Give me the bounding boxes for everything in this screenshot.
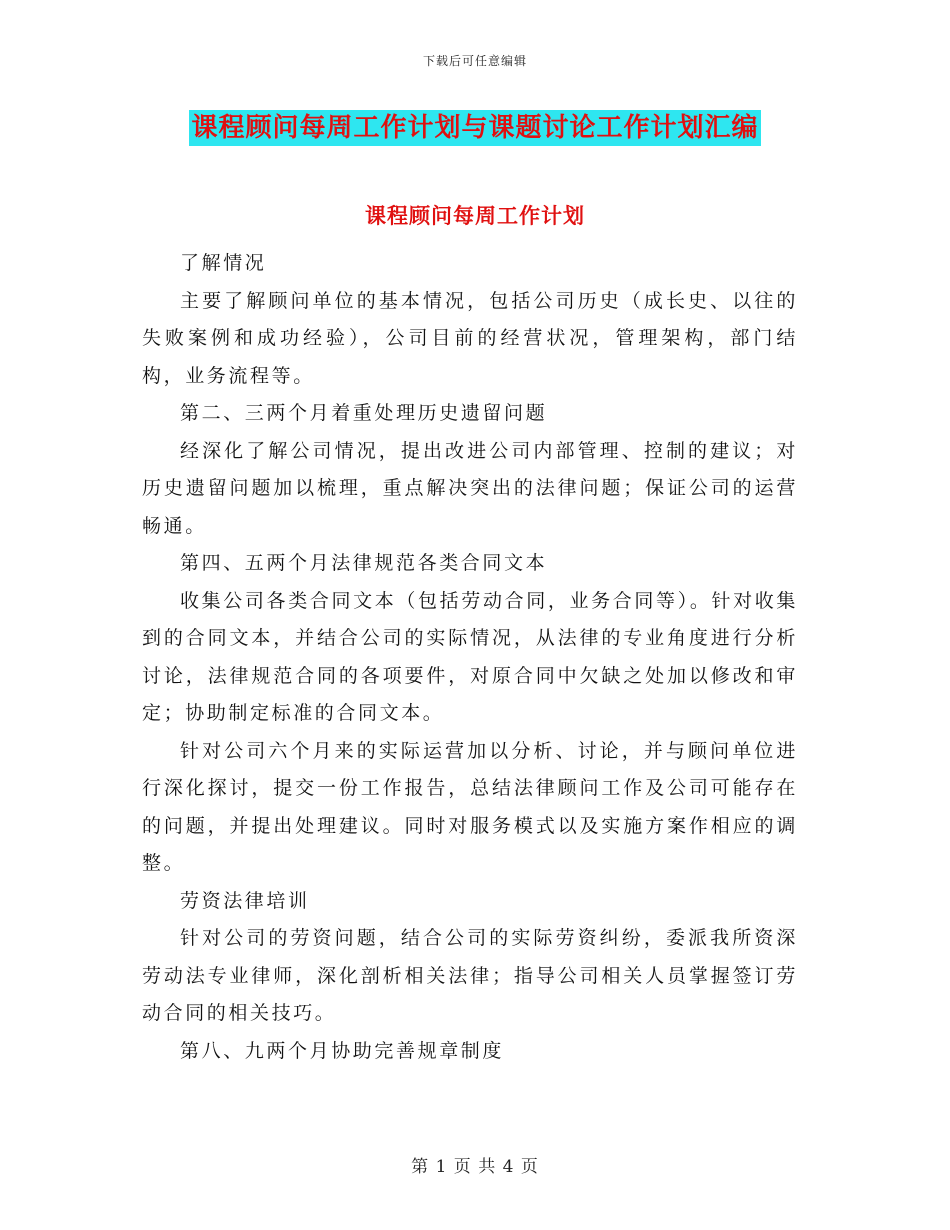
paragraph: 第二、三两个月着重处理历史遗留问题 <box>180 402 548 424</box>
paragraph: 针对公司六个月来的实际运营加以分析、讨论，并与顾问单位进行深化探讨，提交一份工作报告，总结法律顾问工作及公司可能存在的问题，并提出处理建议。同时对服务模式以及实施方案作相应的调整。 <box>142 739 798 874</box>
document-title-text: 课程顾问每周工作计划与课题讨论工作计划汇编 <box>189 110 760 146</box>
document-title <box>0 110 950 146</box>
paragraph: 第八、九两个月协助完善规章制度 <box>180 1039 505 1062</box>
paragraph: 了解情况 <box>180 252 267 274</box>
paragraph: 收集公司各类合同文本（包括劳动合同，业务合同等）。针对收集到的合同文本，并结合公司的实际情况，从法律的专业角度进行分析讨论，法律规范合同的各项要件，对原合同中欠缺之处加以修改和审定；协助制定标准的合同文本。 <box>142 589 798 724</box>
paragraph: 主要了解顾问单位的基本情况，包括公司历史（成长史、以往的失败案例和成功经验），公司目前的经营状况，管理架构，部门结构，业务流程等。 <box>142 289 798 387</box>
paragraph: 劳资法律培训 <box>180 889 310 912</box>
page-header-note: 下载后可任意编辑 <box>422 54 527 68</box>
paragraph: 针对公司的劳资问题，结合公司的实际劳资纠纷，委派我所资深劳动法专业律师，深化剖析相关法律；指导公司相关人员掌握签订劳动合同的相关技巧。 <box>142 927 798 1024</box>
paragraph: 经深化了解公司情况，提出改进公司内部管理、控制的建议；对历史遗留问题加以梳理，重点解决突出的法律问题；保证公司的运营畅通。 <box>142 439 798 537</box>
paragraph: 第四、五两个月法律规范各类合同文本 <box>180 552 548 574</box>
page-number: 第 1 页 共 4 页 <box>411 1157 539 1177</box>
section-title: 课程顾问每周工作计划 <box>365 203 585 228</box>
document-body <box>142 245 798 1070</box>
